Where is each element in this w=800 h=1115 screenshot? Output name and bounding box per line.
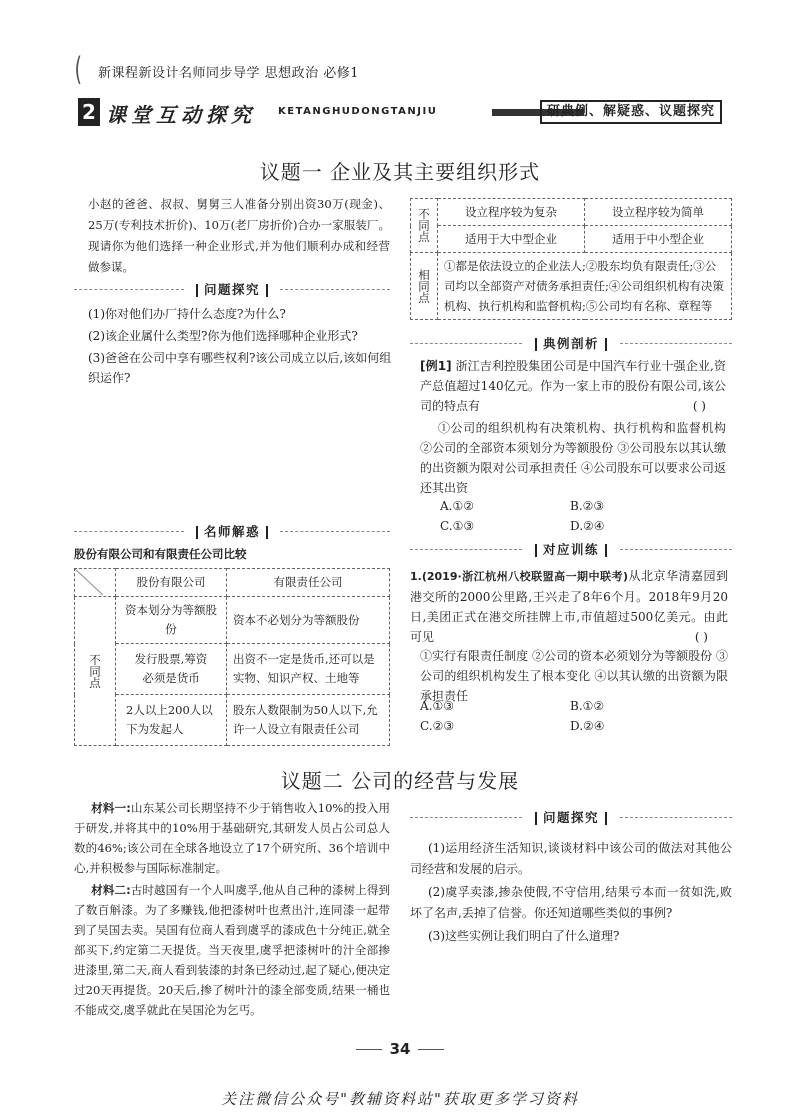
banner-subtitle: 研典例、解疑惑、议题探究 xyxy=(540,100,722,124)
topic2-question-1: (1)运用经济生活知识,谈谈材料中该公司的做法对其他公司经营和发展的启示。 xyxy=(410,841,732,876)
practice-source: 1.(2019·浙江杭州八校联盟高一期中联考) xyxy=(410,570,629,583)
header-limited-liability: 有限责任公司 xyxy=(226,569,389,597)
practice-heading: 对应训练 xyxy=(410,540,732,558)
same-points-cell: ①都是依法设立的企业法人;②股东均负有限责任;③公司均以全部资产对债务承担责任;④公司组织机构有决策机构、执行机构和监督机构;⑤公司均有名称、章程等 xyxy=(438,253,732,320)
table-row xyxy=(75,644,390,695)
example-items: ①公司的组织机构有决策机构、执行机构和监督机构 ②公司的全部资本须划分为等额股份 ③公司股东以其认缴的出资额为限对公司承担责任 ④公司股东可以要求公司返还其出资 xyxy=(420,421,726,495)
table-cell: 设立程序较为复杂 xyxy=(438,199,585,226)
material-1-text: 山东某公司长期坚持不少于销售收入10%的投入用于研发,并将其中的10%用于基础研究,其研发人员占公司总人数的46%;该公司在全球各地设立了17个研究所、36个培训中心,并积极参与国际标准制定。 xyxy=(74,801,390,875)
banner-title: 课堂互动探究 xyxy=(106,103,256,127)
material-2 xyxy=(74,880,390,1020)
example-heading: 典例剖析 xyxy=(410,334,732,352)
option-d: D.②④ xyxy=(570,519,605,533)
teacher-heading: 名师解惑 xyxy=(74,522,390,540)
comparison-table-continued xyxy=(410,198,732,320)
material-1-label: 材料一: xyxy=(91,801,131,815)
banner-pinyin: KETANGHUDONGTANJIU xyxy=(278,106,438,117)
page-number: 34 xyxy=(0,1040,800,1058)
option-c: C.①③ xyxy=(440,519,475,533)
diff-label-cell xyxy=(75,597,116,746)
practice-options xyxy=(420,696,720,740)
example-options xyxy=(440,496,720,540)
table-row xyxy=(411,253,732,320)
footer-note: 关注微信公众号"教辅资料站"获取更多学习资料 xyxy=(221,1090,579,1108)
table-row xyxy=(411,226,732,253)
topic1-question-3: (3)爸爸在公司中享有哪些权利?该公司成立以后,该如何组织运作? xyxy=(88,351,392,385)
option-a: A.①③ xyxy=(420,699,454,713)
table-cell: 资本不必划分为等额股份 xyxy=(226,597,389,644)
topic1-inquiry-heading: 问题探究 xyxy=(74,280,390,298)
header-bracket-icon: ( xyxy=(74,50,82,88)
table-cell: 2人以上200人以下为发起人 xyxy=(116,695,227,746)
topic2-question-2: (2)虞孚卖漆,掺杂使假,不守信用,结果亏本而一贫如洗,败坏了名声,丢掉了信誉。你还知道哪些类似的事例? xyxy=(410,885,732,920)
topic2-inquiry-heading: 问题探究 xyxy=(410,808,732,826)
option-b: B.②③ xyxy=(570,499,605,513)
topic1-question-2: (2)该企业属什么类型?你为他们选择哪种企业形式? xyxy=(88,329,358,343)
comparison-table xyxy=(74,568,390,746)
answer-paren: ( ) xyxy=(694,630,708,644)
table-row xyxy=(75,597,390,644)
book-title: 新课程新设计名师同步导学 思想政治 必修1 xyxy=(98,66,360,81)
practice-question xyxy=(410,566,728,647)
table-cell: 资本划分为等额股份 xyxy=(116,597,227,644)
table-cell: 设立程序较为简单 xyxy=(585,199,732,226)
option-d: D.②④ xyxy=(570,719,605,733)
diff-label: 不同点 xyxy=(88,653,102,689)
example-tag: [例1] xyxy=(420,359,452,373)
banner-number: 2 xyxy=(78,98,100,126)
same-label: 相同点 xyxy=(417,268,431,304)
diff-label-cell xyxy=(411,199,438,253)
same-label-cell xyxy=(411,253,438,320)
table-cell: 适用于大中型企业 xyxy=(438,226,585,253)
option-c: C.②③ xyxy=(420,719,455,733)
table-row xyxy=(411,199,732,226)
example-text: 浙江吉利控股集团公司是中国汽车行业十强企业,资产总值超过140亿元。作为一家上市的股份有限公司,该公司的特点有 xyxy=(420,359,726,413)
table-corner-cell xyxy=(75,569,116,597)
topic2-title: 议题二 公司的经营与发展 xyxy=(280,769,520,793)
table-row xyxy=(75,695,390,746)
option-a: A.①② xyxy=(440,499,474,513)
practice-items: ①实行有限责任制度 ②公司的资本必须划分为等额股份 ③公司的组织机构发生了根本变化 ④以其认缴的出资额为限承担责任 xyxy=(420,649,728,703)
example-question xyxy=(420,356,726,416)
material-2-label: 材料二: xyxy=(91,883,131,897)
topic2-question-3: (3)这些实例让我们明白了什么道理? xyxy=(428,929,620,943)
table-cell: 出资不一定是货币,还可以是实物、知识产权、土地等 xyxy=(226,644,389,695)
table-cell: 股东人数限制为50人以下,允许一人设立有限责任公司 xyxy=(226,695,389,746)
table-cell: 适用于中小型企业 xyxy=(585,226,732,253)
answer-paren: ( ) xyxy=(692,399,706,413)
material-1 xyxy=(74,798,390,878)
diff-label: 不同点 xyxy=(417,208,431,243)
table-caption: 股份有限公司和有限责任公司比较 xyxy=(74,547,247,561)
material-2-text: 古时越国有一个人叫虞孚,他从自己种的漆树上得到了数百斛漆。为了多赚钱,他把漆树叶也煮出汁,连同漆一起带到了吴国去卖。吴国有位商人看到虞孚的漆成色十分纯正,就全部买下,约定第二天提货。当天夜里,虞孚把漆树叶的汁全部掺进漆里,第二天,商人看到装漆的封条已经动过,起了疑心,便决定过20天再提货。20天后,掺了树叶汁的漆全部变质,结果一桶也不能成交,虞孚就此在吴国沦为乞丐。 xyxy=(74,883,390,1017)
section-banner xyxy=(78,98,722,126)
table-header-row xyxy=(75,569,390,597)
practice-text: 从北京华清嘉园到港交所的2000公里路,王兴走了8年6个月。2018年9月20日,美团正式在港交所挂牌上市,市值超过500亿美元。由此可见 xyxy=(410,569,728,644)
topic1-title: 议题一 企业及其主要组织形式 xyxy=(259,160,541,184)
header-joint-stock: 股份有限公司 xyxy=(116,569,227,597)
topic1-question-1: (1)你对他们办厂持什么态度?为什么? xyxy=(88,307,286,321)
option-b: B.①② xyxy=(570,699,605,713)
topic1-intro: 小赵的爸爸、叔叔、舅舅三人准备分别出资30万(现金)、25万(专利技术折价)、10万(老厂房折价)合办一家服装厂。现请你为他们选择一种企业形式,并为他们顺利办成和经营做参谋。 xyxy=(88,197,390,274)
table-cell: 发行股票,筹资必须是货币 xyxy=(116,644,227,695)
